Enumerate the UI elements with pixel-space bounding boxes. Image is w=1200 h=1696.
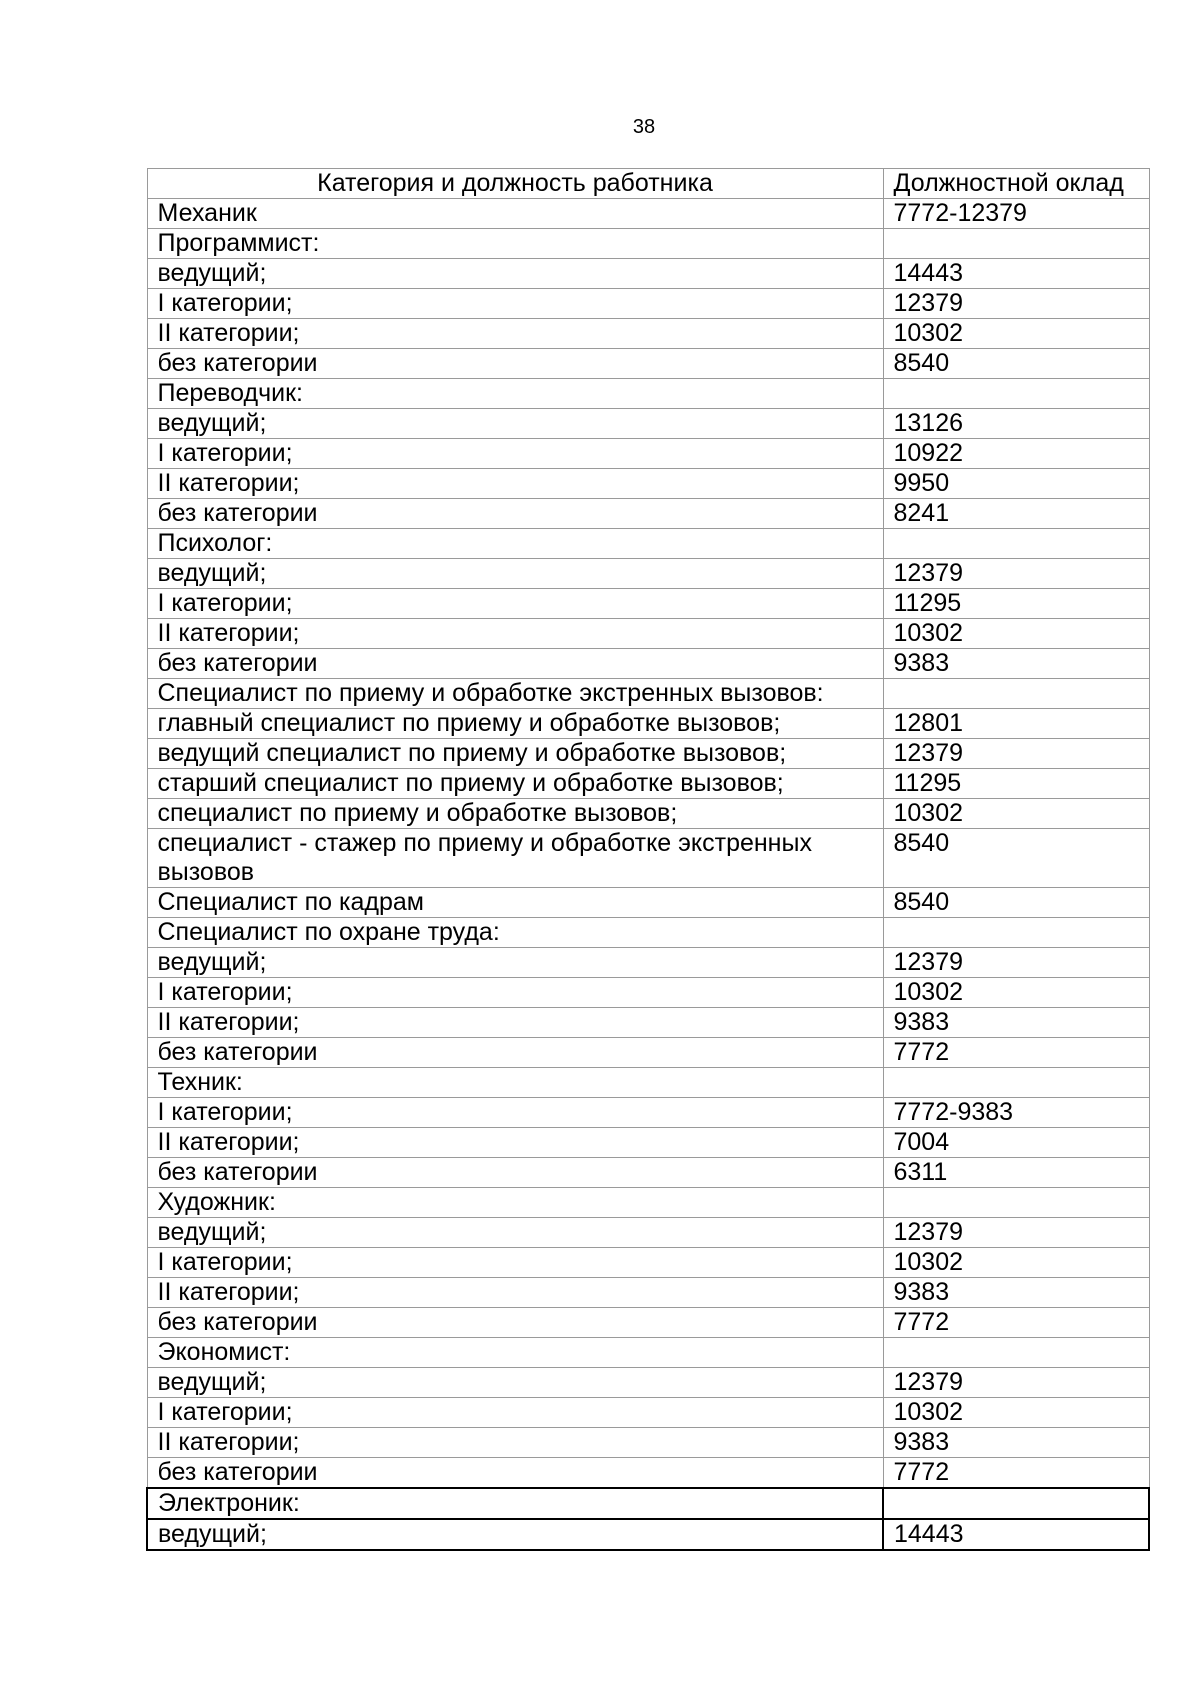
table-row [147, 1338, 1149, 1368]
position-cell: ведущий; [147, 559, 883, 589]
salary-cell: 9383 [883, 1428, 1149, 1458]
header-salary: Должностной оклад [883, 169, 1149, 199]
table-row [147, 1158, 1149, 1188]
salary-cell [883, 1338, 1149, 1368]
table-body [147, 199, 1149, 1551]
table-row [147, 918, 1149, 948]
salary-table [146, 168, 1150, 1551]
table-row [147, 409, 1149, 439]
salary-cell: 12379 [883, 739, 1149, 769]
table-row [147, 559, 1149, 589]
position-cell: II категории; [147, 1128, 883, 1158]
salary-cell: 12379 [883, 1368, 1149, 1398]
table-row [147, 1368, 1149, 1398]
salary-cell: 7772 [883, 1308, 1149, 1338]
salary-cell: 8540 [883, 888, 1149, 918]
position-cell: II категории; [147, 319, 883, 349]
salary-cell: 14443 [883, 1519, 1149, 1550]
salary-cell: 11295 [883, 589, 1149, 619]
position-cell: без категории [147, 649, 883, 679]
page-number: 38 [632, 116, 656, 138]
position-cell: без категории [147, 1458, 883, 1489]
salary-cell: 10302 [883, 319, 1149, 349]
table-header [147, 169, 1149, 199]
salary-cell: 7004 [883, 1128, 1149, 1158]
table-row [147, 679, 1149, 709]
header-position: Категория и должность работника [147, 169, 883, 199]
table-row [147, 1068, 1149, 1098]
table-row [147, 1038, 1149, 1068]
position-cell: без категории [147, 499, 883, 529]
position-cell: Художник: [147, 1188, 883, 1218]
position-cell: II категории; [147, 469, 883, 499]
salary-cell: 9383 [883, 649, 1149, 679]
position-cell: Специалист по охране труда: [147, 918, 883, 948]
position-cell: Психолог: [147, 529, 883, 559]
position-cell: II категории; [147, 619, 883, 649]
salary-cell: 8241 [883, 499, 1149, 529]
position-cell: ведущий; [147, 1519, 883, 1550]
position-cell: без категории [147, 1038, 883, 1068]
table-row [147, 948, 1149, 978]
table-row [147, 799, 1149, 829]
position-cell: I категории; [147, 439, 883, 469]
table-row [147, 349, 1149, 379]
salary-cell [883, 918, 1149, 948]
position-cell: II категории; [147, 1008, 883, 1038]
header-row [147, 169, 1149, 199]
salary-cell [883, 1188, 1149, 1218]
position-cell: без категории [147, 349, 883, 379]
salary-cell: 12379 [883, 559, 1149, 589]
salary-cell: 7772-12379 [883, 199, 1149, 229]
table-row [147, 709, 1149, 739]
position-cell: ведущий специалист по приему и обработке вызовов; [147, 739, 883, 769]
salary-cell: 11295 [883, 769, 1149, 799]
table-row [147, 259, 1149, 289]
position-cell: II категории; [147, 1278, 883, 1308]
position-cell: без категории [147, 1158, 883, 1188]
table-row [147, 1398, 1149, 1428]
salary-cell: 12379 [883, 948, 1149, 978]
position-cell: I категории; [147, 289, 883, 319]
salary-cell: 12379 [883, 289, 1149, 319]
salary-cell: 10302 [883, 978, 1149, 1008]
salary-cell: 13126 [883, 409, 1149, 439]
position-cell: Специалист по кадрам [147, 888, 883, 918]
salary-cell: 14443 [883, 259, 1149, 289]
position-cell: ведущий; [147, 1218, 883, 1248]
position-cell: Программист: [147, 229, 883, 259]
position-cell: ведущий; [147, 1368, 883, 1398]
position-cell: I категории; [147, 1248, 883, 1278]
salary-cell: 12379 [883, 1218, 1149, 1248]
table-row [147, 229, 1149, 259]
position-cell: ведущий; [147, 259, 883, 289]
salary-cell: 9383 [883, 1278, 1149, 1308]
position-cell: ведущий; [147, 948, 883, 978]
table-row [147, 829, 1149, 888]
salary-cell: 8540 [883, 349, 1149, 379]
position-cell: специалист - стажер по приему и обработке экстренных вызовов [147, 829, 883, 888]
salary-cell [883, 229, 1149, 259]
position-cell: Экономист: [147, 1338, 883, 1368]
table-row [147, 1098, 1149, 1128]
table-row [147, 739, 1149, 769]
salary-cell: 9383 [883, 1008, 1149, 1038]
salary-cell: 10302 [883, 619, 1149, 649]
table-row [147, 1488, 1149, 1519]
table-row [147, 619, 1149, 649]
position-cell: I категории; [147, 978, 883, 1008]
salary-cell [883, 1488, 1149, 1519]
table-row [147, 1278, 1149, 1308]
salary-cell: 12801 [883, 709, 1149, 739]
salary-cell [883, 1068, 1149, 1098]
table-row [147, 319, 1149, 349]
position-cell: Переводчик: [147, 379, 883, 409]
position-cell: Электроник: [147, 1488, 883, 1519]
position-cell: Техник: [147, 1068, 883, 1098]
position-cell: ведущий; [147, 409, 883, 439]
salary-cell: 10302 [883, 1248, 1149, 1278]
table-row [147, 649, 1149, 679]
position-cell: старший специалист по приему и обработке вызовов; [147, 769, 883, 799]
salary-cell: 7772 [883, 1458, 1149, 1489]
position-cell: II категории; [147, 1428, 883, 1458]
table-row [147, 888, 1149, 918]
table-row [147, 1218, 1149, 1248]
salary-cell: 9950 [883, 469, 1149, 499]
position-cell: I категории; [147, 589, 883, 619]
table-row [147, 1519, 1149, 1550]
table-row [147, 499, 1149, 529]
table-row [147, 978, 1149, 1008]
position-cell: главный специалист по приему и обработке вызовов; [147, 709, 883, 739]
table-row [147, 1188, 1149, 1218]
table-row [147, 769, 1149, 799]
table-row [147, 469, 1149, 499]
position-cell: I категории; [147, 1098, 883, 1128]
salary-cell [883, 679, 1149, 709]
position-cell: Специалист по приему и обработке экстренных вызовов: [147, 679, 883, 709]
table-row [147, 289, 1149, 319]
position-cell: I категории; [147, 1398, 883, 1428]
position-cell: Механик [147, 199, 883, 229]
salary-cell: 6311 [883, 1158, 1149, 1188]
table-row [147, 1248, 1149, 1278]
salary-cell [883, 529, 1149, 559]
table-row [147, 379, 1149, 409]
table-row [147, 199, 1149, 229]
salary-cell: 10922 [883, 439, 1149, 469]
table-row [147, 1128, 1149, 1158]
salary-cell: 10302 [883, 1398, 1149, 1428]
table-row [147, 589, 1149, 619]
table-row [147, 1308, 1149, 1338]
salary-cell: 8540 [883, 829, 1149, 888]
salary-cell: 7772 [883, 1038, 1149, 1068]
table-row [147, 439, 1149, 469]
salary-cell: 7772-9383 [883, 1098, 1149, 1128]
position-cell: без категории [147, 1308, 883, 1338]
table-row [147, 529, 1149, 559]
position-cell: специалист по приему и обработке вызовов; [147, 799, 883, 829]
salary-cell [883, 379, 1149, 409]
table-row [147, 1428, 1149, 1458]
table-row [147, 1008, 1149, 1038]
salary-cell: 10302 [883, 799, 1149, 829]
table-row [147, 1458, 1149, 1489]
